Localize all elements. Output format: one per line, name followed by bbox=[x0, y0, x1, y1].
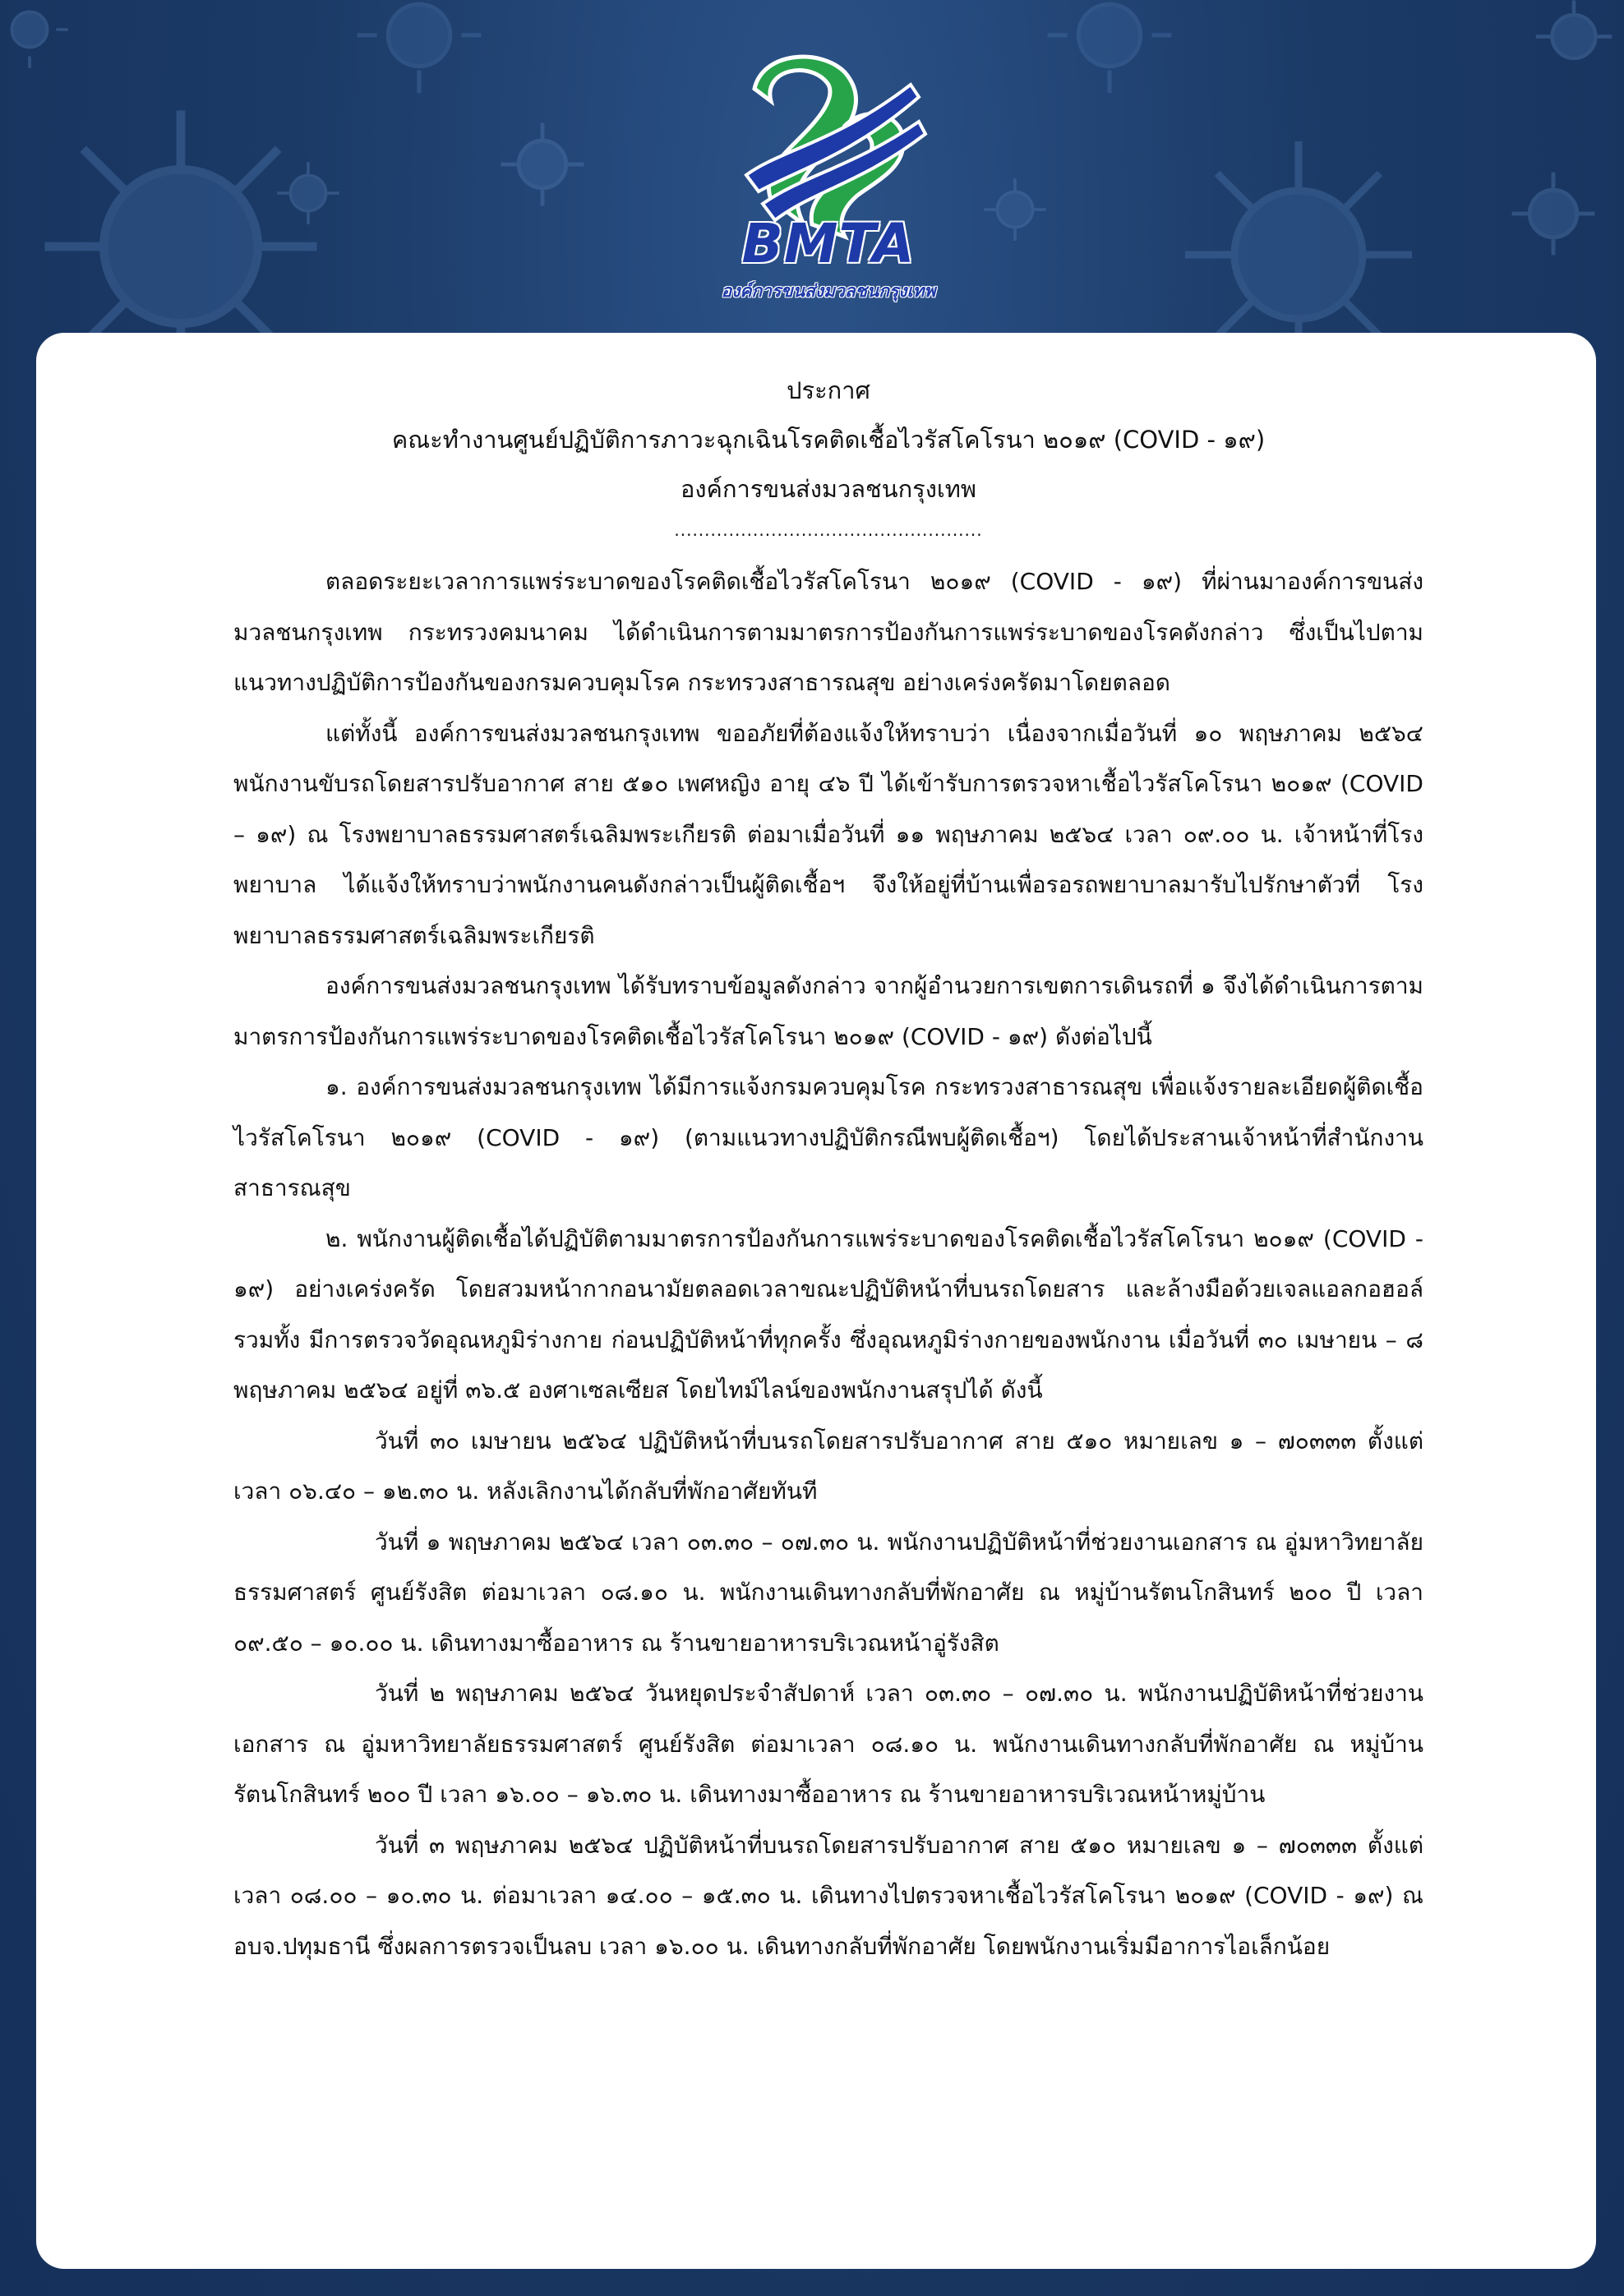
announcement-heading: ประกาศ bbox=[787, 376, 870, 404]
virus-illustration-mid-right bbox=[978, 173, 1052, 247]
virus-illustration-far-right bbox=[1504, 164, 1603, 263]
logo-wordmark: BMTA bbox=[741, 212, 916, 275]
logo-subtitle: องค์การขนส่งมวลชนกรุงเทพ bbox=[721, 281, 936, 301]
timeline-entry: วันที่ ๒ พฤษภาคม ๒๕๖๔ วันหยุดประจำสัปดาห์ เวลา ๐๓.๓๐ – ๐๗.๓๐ น. พนักงานปฏิบัติหน้าที่ช่วยงานเอกสาร ณ อู่มหาวิทยาลัยธรรมศาสตร์ ศูนย์รังสิต ต่อมาเวลา ๐๘.๑๐ น. พนักงานเดินทางกลับที่พักอาศัย ณ หมู่บ้านรัตนโกสินทร์ ๒๐๐ ปี เวลา ๑๖.๐๐ – ๑๖.๓๐ น. เดินทางมาซื้ออาหาร ณ ร้านขายอาหารบริเวณหน้าหมู่บ้าน bbox=[233, 1680, 1423, 1808]
timeline-entry: วันที่ ๑ พฤษภาคม ๒๕๖๔ เวลา ๐๓.๓๐ – ๐๗.๓๐ น. พนักงานปฏิบัติหน้าที่ช่วยงานเอกสาร ณ อู่มหาวิทยาลัยธรรมศาสตร์ ศูนย์รังสิต ต่อมาเวลา ๐๘.๑๐ น. พนักงานเดินทางกลับที่พักอาศัย ณ หมู่บ้านรัตนโกสินทร์ ๒๐๐ ปี เวลา ๐๙.๕๐ – ๑๐.๐๐ น. เดินทางมาซื้ออาหาร ณ ร้านขายอาหารบริเวณหน้าอู่รังสิต bbox=[233, 1528, 1423, 1657]
announcement-card bbox=[36, 333, 1596, 2269]
virus-illustration-mid-left bbox=[493, 115, 592, 214]
timeline-entry: วันที่ ๓๐ เมษายน ๒๕๖๔ ปฏิบัติหน้าที่บนรถโดยสารปรับอากาศ สาย ๕๑๐ หมายเลข ๑ – ๗๐๓๓๓ ตั้งแต่เวลา ๐๖.๔๐ – ๑๒.๓๐ น. หลังเลิกงานได้กลับที่พักอาศัยทันที bbox=[233, 1427, 1423, 1505]
virus-illustration-top-left bbox=[345, 0, 493, 99]
paragraph: ๒. พนักงานผู้ติดเชื้อได้ปฏิบัติตามมาตรการป้องกันการแพร่ระบาดของโรคติดเชื้อไวรัสโคโรนา ๒๐๑๙ (COVID - ๑๙) อย่างเคร่งครัด โดยสวมหน้ากากอนามัยตลอดเวลาขณะปฏิบัติหน้าที่บนรถโดยสาร และล้างมือด้วยเจลแอลกอฮอล์ รวมทั้ง มีการตรวจวัดอุณหภูมิร่างกาย ก่อนปฏิบัติหน้าที่ทุกครั้ง ซึ่งอุณหภูมิร่างกายของพนักงาน เมื่อวันที่ ๓๐ เมษายน – ๘ พฤษภาคม ๒๕๖๔ อยู่ที่ ๓๖.๕ องศาเซลเซียส โดยไทม์ไลน์ของพนักงานสรุปได้ ดังนี้ bbox=[233, 1224, 1423, 1404]
virus-illustration-corner-left bbox=[0, 0, 74, 74]
virus-illustration-top-right bbox=[1036, 0, 1183, 99]
paragraph: องค์การขนส่งมวลชนกรุงเทพ ได้รับทราบข้อมูลดังกล่าว จากผู้อำนวยการเขตการเดินรถที่ ๑ จึงได้ดำเนินการตามมาตรการป้องกันการแพร่ระบาดของโรคติดเชื้อไวรัสโคโรนา ๒๐๑๙ (COVID - ๑๙) ดังต่อไปนี้ bbox=[233, 972, 1423, 1050]
virus-illustration-corner-right bbox=[1529, 0, 1619, 82]
paragraph: ๑. องค์การขนส่งมวลชนกรุงเทพ ได้มีการแจ้งกรมควบคุมโรค กระทรวงสาธารณสุข เพื่อแจ้งรายละเอียดผู้ติดเชื้อไวรัสโคโรนา ๒๐๑๙ (COVID - ๑๙) (ตามแนวทางปฏิบัติกรณีพบผู้ติดเชื้อฯ) โดยได้ประสานเจ้าหน้าที่สำนักงานสาธารณสุข bbox=[233, 1073, 1423, 1201]
separator-line: ................................................... bbox=[674, 520, 983, 540]
announcement-committee-title: คณะทำงานศูนย์ปฏิบัติการภาวะฉุกเฉินโรคติดเชื้อไวรัสโคโรนา ๒๐๑๙ (COVID - ๑๙) bbox=[391, 426, 1266, 454]
timeline-entry: วันที่ ๓ พฤษภาคม ๒๕๖๔ ปฏิบัติหน้าที่บนรถโดยสารปรับอากาศ สาย ๕๑๐ หมายเลข ๑ – ๗๐๓๓๓ ตั้งแต่เวลา ๐๘.๐๐ – ๑๐.๓๐ น. ต่อมาเวลา ๑๔.๐๐ – ๑๕.๓๐ น. เดินทางไปตรวจหาเชื้อไวรัสโคโรนา ๒๐๑๙ (COVID - ๑๙) ณ อบจ.ปทุมธานี ซึ่งผลการตรวจเป็นลบ เวลา ๑๖.๐๐ น. เดินทางกลับที่พักอาศัย โดยพนักงานเริ่มมีอาการไอเล็กน้อย bbox=[233, 1831, 1423, 1960]
announcement-organization: องค์การขนส่งมวลชนกรุงเทพ bbox=[680, 475, 977, 503]
virus-illustration-small-left bbox=[271, 156, 345, 230]
paragraph: แต่ทั้งนี้ องค์การขนส่งมวลชนกรุงเทพ ขออภัยที่ต้องแจ้งให้ทราบว่า เนื่องจากเมื่อวันที่ ๑๐ พฤษภาคม ๒๕๖๔ พนักงานขับรถโดยสารปรับอากาศ สาย ๕๑๐ เพศหญิง อายุ ๔๖ ปี ได้เข้ารับการตรวจหาเชื้อไวรัสโคโรนา ๒๐๑๙ (COVID – ๑๙) ณ โรงพยาบาลธรรมศาสตร์เฉลิมพระเกียรติ ต่อมาเมื่อวันที่ ๑๑ พฤษภาคม ๒๕๖๔ เวลา ๐๙.๐๐ น. เจ้าหน้าที่โรงพยาบาล ได้แจ้งให้ทราบว่าพนักงานคนดังกล่าวเป็นผู้ติดเชื้อฯ จึงให้อยู่ที่บ้านเพื่อรอรถพยาบาลมารับไปรักษาตัวที่ โรงพยาบาลธรรมศาสตร์เฉลิมพระเกียรติ bbox=[233, 719, 1423, 949]
paragraph: ตลอดระยะเวลาการแพร่ระบาดของโรคติดเชื้อไวรัสโคโรนา ๒๐๑๙ (COVID - ๑๙) ที่ผ่านมาองค์การขนส่งมวลชนกรุงเทพ กระทรวงคมนาคม ได้ดำเนินการตามมาตรการป้องกันการแพร่ระบาดของโรคดังกล่าว ซึ่งเป็นไปตามแนวทางปฏิบัติการป้องกันของกรมควบคุมโรค กระทรวงสาธารณสุข อย่างเคร่งครัดมาโดยตลอด bbox=[233, 568, 1423, 696]
